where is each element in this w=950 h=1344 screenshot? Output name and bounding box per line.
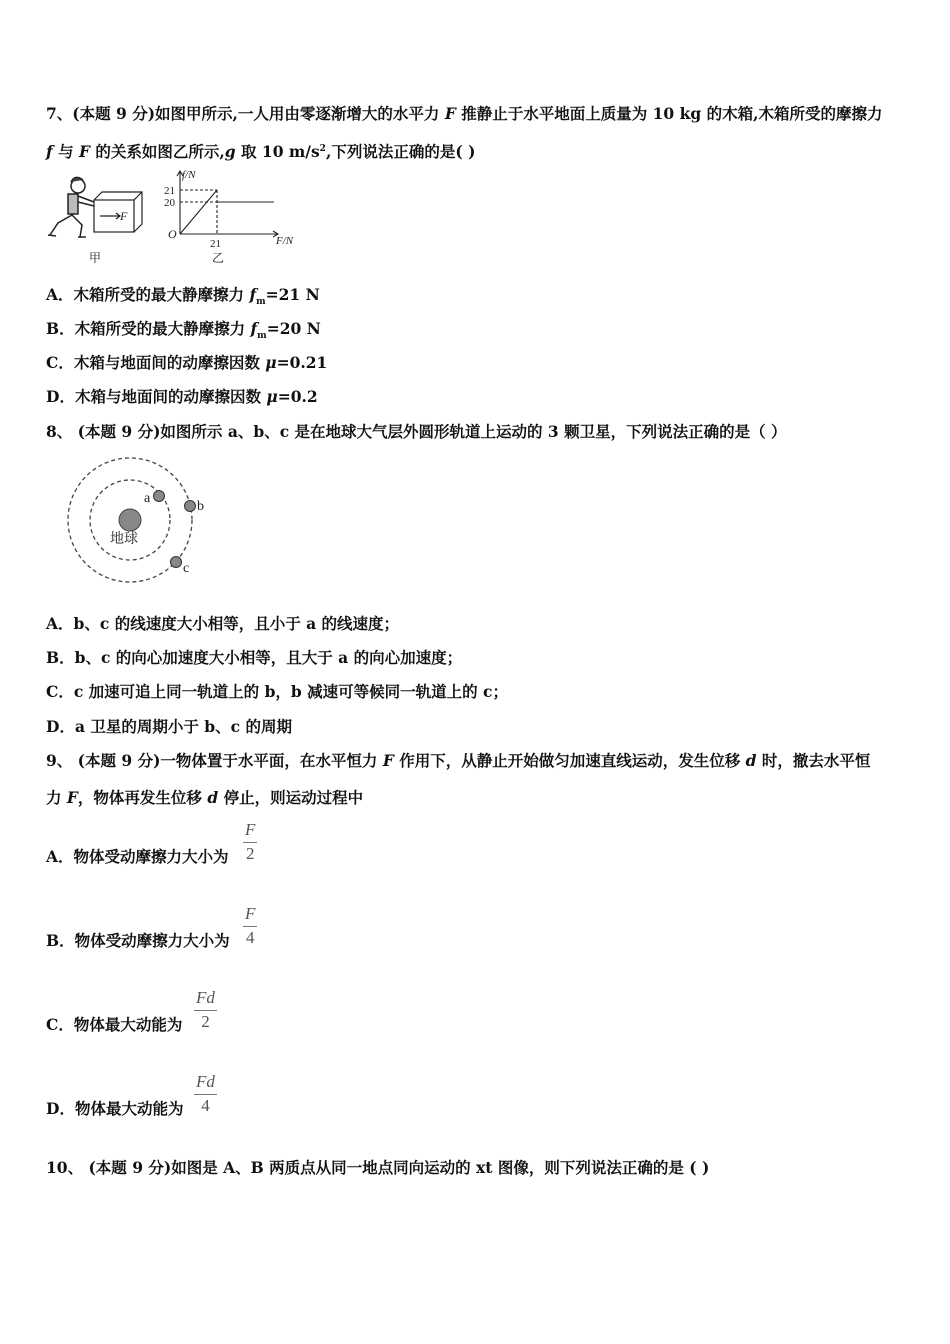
- q7-stem-line1: 7、(本题 9 分)如图甲所示,一人用由零逐渐增大的水平力 F 推静止于水平地面上质量为 10 kg 的木箱,木箱所受的摩擦力: [46, 104, 883, 123]
- svg-text:f/N: f/N: [182, 169, 196, 181]
- q8-stem: 8、 (本题 9 分)如图所示 a、b、c 是在地球大气层外圆形轨道上运动的 3 颗卫星，下列说法正确的是（ ）: [46, 422, 787, 441]
- q7-option-d[interactable]: D．木箱与地面间的动摩擦因数 μ=0.2: [46, 387, 318, 406]
- svg-text:F: F: [120, 209, 128, 223]
- svg-text:21: 21: [210, 238, 221, 250]
- graph-rising-line: [180, 190, 217, 234]
- person-pushing-icon: [48, 177, 94, 237]
- q9-option-b-fraction: $\frac{F}{4}$: [245, 904, 256, 947]
- svg-text:乙: 乙: [212, 251, 225, 265]
- svg-text:b: b: [197, 499, 204, 514]
- svg-text:F/N: F/N: [276, 235, 294, 247]
- q9-option-a-fraction: $\frac{F}{2}$: [245, 820, 256, 863]
- earth-icon: [119, 509, 141, 531]
- svg-text:甲: 甲: [89, 251, 102, 265]
- q7-figure-jia: [42, 170, 152, 270]
- q9-option-c-fraction: $\frac{Fd}{2}$: [196, 988, 215, 1031]
- q8-orbit-figure: [60, 452, 220, 592]
- q7-option-b[interactable]: B．木箱所受的最大静摩擦力 $f_m=20$ N: [46, 319, 321, 342]
- q9-option-a[interactable]: A．物体受动摩擦力大小为: [46, 847, 229, 866]
- q9-option-d[interactable]: D．物体最大动能为: [46, 1099, 184, 1118]
- box-icon: [94, 192, 142, 232]
- svg-text:21: 21: [164, 185, 175, 197]
- q8-option-c[interactable]: C．c 加速可追上同一轨道上的 b，b 减速可等候同一轨道上的 c；: [46, 682, 508, 701]
- svg-text:20: 20: [164, 197, 175, 209]
- q7-stem-line2: f 与 F 的关系如图乙所示,g 取 10 $m/s^2$,下列说法正确的是( ): [46, 142, 476, 161]
- satellite-c: [171, 557, 182, 568]
- q8-option-d[interactable]: D．a 卫星的周期小于 b、c 的周期: [46, 717, 292, 736]
- svg-text:c: c: [183, 561, 190, 576]
- q8-option-b[interactable]: B．b、c 的向心加速度大小相等，且大于 a 的向心加速度；: [46, 648, 463, 667]
- svg-text:地球: 地球: [110, 532, 138, 547]
- q8-option-a[interactable]: A．b、c 的线速度大小相等，且小于 a 的线速度；: [46, 614, 400, 633]
- q9-stem-line1: 9、 (本题 9 分)一物体置于水平面，在水平恒力 F 作用下，从静止开始做匀加速直线运动，发生位移 d 时，撤去水平恒: [46, 751, 871, 770]
- q7-figure-yi: [162, 168, 307, 268]
- satellite-b: [185, 501, 196, 512]
- q9-option-c[interactable]: C．物体最大动能为: [46, 1015, 183, 1034]
- q9-option-b[interactable]: B．物体受动摩擦力大小为: [46, 931, 230, 950]
- q9-option-d-fraction: $\frac{Fd}{4}$: [196, 1072, 215, 1115]
- svg-text:O: O: [168, 227, 177, 241]
- svg-text:a: a: [144, 491, 151, 506]
- q7-option-c[interactable]: C．木箱与地面间的动摩擦因数 μ=0.21: [46, 353, 328, 372]
- q9-stem-line2: 力 F，物体再发生位移 d 停止，则运动过程中: [46, 788, 364, 807]
- satellite-a: [154, 491, 165, 502]
- q10-stem: 10、 (本题 9 分)如图是 A、B 两质点从同一地点同向运动的 xt 图像，则下列说法正确的是 ( ): [46, 1158, 710, 1177]
- q7-option-a[interactable]: A．木箱所受的最大静摩擦力 $f_m=21$ N: [46, 285, 320, 308]
